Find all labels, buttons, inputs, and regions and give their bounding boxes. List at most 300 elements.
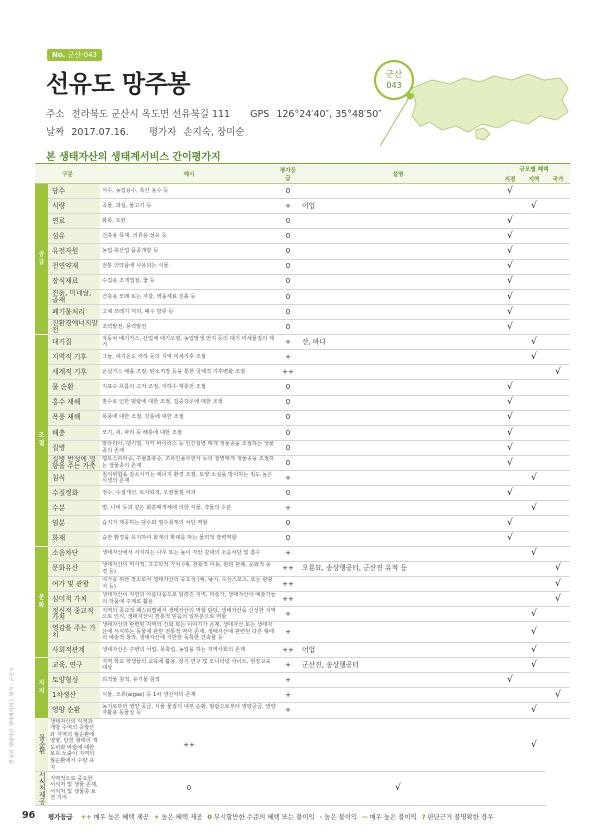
service-example: 습지가 제공하는 담수와 염수침투의 차단 역할 xyxy=(100,516,278,531)
service-name: 여가 및 관광 xyxy=(48,576,100,591)
check-icon: √ xyxy=(531,351,537,362)
check-icon: √ xyxy=(507,246,513,257)
check-icon: √ xyxy=(507,291,513,302)
table-row xyxy=(35,531,570,546)
local-mark xyxy=(498,259,522,274)
service-example: 건축용 목재, 의류용 섬유 등 xyxy=(100,229,278,244)
service-desc xyxy=(298,380,498,395)
surveyor-value: 손지숙, 장미순 xyxy=(183,127,245,138)
service-grade: + xyxy=(278,673,298,688)
legend-item xyxy=(320,813,358,821)
regional-mark xyxy=(498,772,522,806)
regional-mark xyxy=(522,244,546,259)
regional-mark xyxy=(522,688,546,703)
service-grade: + xyxy=(278,546,298,561)
national-mark xyxy=(546,471,570,486)
check-icon: √ xyxy=(507,185,513,196)
legend-text: 무시할만한 수준의 혜택 또는 불이익 xyxy=(213,813,315,821)
table-row xyxy=(35,395,570,410)
table-row xyxy=(35,591,570,606)
local-mark xyxy=(498,274,522,289)
check-icon: √ xyxy=(555,367,561,378)
national-mark xyxy=(546,335,570,350)
local-mark xyxy=(498,607,522,622)
service-example: 지역의 종교적 페스티벌에서 생태자산의 역할 담당, 생태자산을 신성한 지역으로 인식, 생태자산이 전통적 믿음의 일부분으로 역할 xyxy=(100,607,278,622)
check-icon: √ xyxy=(507,442,513,453)
legend-text: 매우 높은 불이익 xyxy=(369,813,417,821)
service-grade: 0 xyxy=(278,319,298,334)
header-desc: 설명 xyxy=(298,164,498,184)
service-example: 식수, 농업용수, 축산 용수 등 xyxy=(100,184,278,199)
regional-mark xyxy=(522,591,546,606)
legend-symbol: -- xyxy=(362,813,368,821)
local-mark xyxy=(298,718,498,772)
service-example: 생태자산이 자연의 아름다움으로 알려진 지역, 미술가, 생태자산이 예술가들의 작품에 주제로 활용 xyxy=(100,591,278,606)
service-example: 지역 학교 학생들의 교육에 활용, 장기 연구 및 모니터링 사이트, 현장교육 대상 xyxy=(100,658,278,673)
service-name: 사회적관계 xyxy=(48,642,100,657)
service-example: 렙토스피라증, 주혈흡충증, 조류인플루엔자 등의 질병매개 생물종을 조절하는 생물종의 존재 xyxy=(100,455,278,470)
service-name: 해충 xyxy=(48,425,100,440)
check-icon: √ xyxy=(531,659,537,670)
national-mark xyxy=(546,658,570,673)
header-local: 지점 xyxy=(504,176,516,183)
date-line xyxy=(46,124,245,138)
legend-symbol: ++ xyxy=(80,813,92,821)
national-mark xyxy=(546,274,570,289)
service-example: 온실가스 배출 조절: 탄소저장 등을 통한 국제적 기후변화 조절 xyxy=(100,365,278,380)
service-example: 말라리아, 뎅기열, 지카 바이러스 등 인간질병 매개 생물종을 조절하는 생물종의 존재 xyxy=(100,440,278,455)
national-mark xyxy=(546,410,570,425)
check-icon: √ xyxy=(555,578,561,589)
regional-mark xyxy=(522,673,546,688)
service-grade: + xyxy=(278,335,298,350)
service-desc xyxy=(298,274,498,289)
table-row xyxy=(35,622,570,643)
service-example: 지역적으로 중요한 서식처 및 생물 존재, 서식처 및 생물종 보전 기여 xyxy=(48,772,100,806)
check-icon: √ xyxy=(507,457,513,468)
service-name: 수분 xyxy=(48,501,100,516)
service-name: 문화유산 xyxy=(48,561,100,576)
map-pointer-line xyxy=(380,96,410,146)
service-grade: ++ xyxy=(100,718,278,772)
service-name: 물 순환 xyxy=(48,380,100,395)
map-land-main xyxy=(412,74,568,132)
national-mark xyxy=(546,380,570,395)
service-name: 영양 순환 xyxy=(48,703,100,718)
map-land-island xyxy=(476,128,490,140)
header-example: 예시 xyxy=(100,164,278,184)
service-desc: 오룡묘, 송상행공터, 군산진 유적 등 xyxy=(298,561,498,576)
service-grade: 0 xyxy=(278,486,298,501)
table-row xyxy=(35,703,570,718)
legend-text: 매우 높은 혜택 제공 xyxy=(93,813,149,821)
service-grade: 0 xyxy=(278,410,298,425)
ecosystem-service-table xyxy=(35,163,570,806)
legend-symbol: ? xyxy=(421,813,426,821)
check-icon: √ xyxy=(507,215,513,226)
service-grade: 0 xyxy=(278,380,298,395)
local-mark xyxy=(498,199,522,214)
service-grade: 0 xyxy=(278,229,298,244)
check-icon: √ xyxy=(507,533,513,544)
table-row xyxy=(35,304,570,319)
legend-title: 평가등급 xyxy=(48,813,73,821)
table-row xyxy=(35,486,570,501)
address-label: 주소 xyxy=(46,109,65,120)
service-example: 식물, 조류(algae) 등 1차 생산자의 존재 xyxy=(100,688,278,703)
table-row xyxy=(35,350,570,365)
regional-mark xyxy=(522,658,546,673)
local-mark xyxy=(498,335,522,350)
service-desc: 어업 xyxy=(298,199,498,214)
service-grade: + xyxy=(278,703,298,718)
date-label: 날짜 xyxy=(46,127,65,138)
local-mark xyxy=(498,658,522,673)
service-name: 심미적 가치 xyxy=(48,591,100,606)
national-mark xyxy=(546,259,570,274)
local-mark xyxy=(498,531,522,546)
regional-mark xyxy=(522,289,546,304)
table-row xyxy=(35,471,570,486)
service-grade: + xyxy=(278,622,298,643)
national-mark xyxy=(546,304,570,319)
service-desc xyxy=(298,440,498,455)
national-mark xyxy=(546,455,570,470)
service-desc xyxy=(298,703,498,718)
legend-item xyxy=(422,813,494,821)
regional-mark xyxy=(522,214,546,229)
national-mark xyxy=(546,425,570,440)
service-grade: ++ xyxy=(278,365,298,380)
service-name: 수질정화 xyxy=(48,486,100,501)
table-row xyxy=(35,516,570,531)
check-icon: √ xyxy=(531,705,537,716)
service-name: 영감을 주는 가치 xyxy=(48,622,100,643)
check-icon: √ xyxy=(531,626,537,637)
location-map xyxy=(372,58,572,148)
service-grade: 0 xyxy=(278,274,298,289)
service-name: 염분 xyxy=(48,516,100,531)
service-example: 퇴적물 침적, 유기물 침적 xyxy=(100,673,278,688)
national-mark xyxy=(522,718,546,772)
service-desc xyxy=(298,304,498,319)
table-row xyxy=(35,561,570,576)
check-icon: √ xyxy=(555,690,561,701)
local-mark xyxy=(298,772,498,806)
service-name: 장식재료 xyxy=(48,274,100,289)
service-desc xyxy=(278,772,298,806)
service-name: 침식 xyxy=(48,471,100,486)
service-desc xyxy=(298,350,498,365)
table-row xyxy=(35,425,570,440)
service-desc xyxy=(298,501,498,516)
badge-prefix: No. xyxy=(52,51,66,59)
check-icon: √ xyxy=(507,487,513,498)
service-example: 생태자산은 주변의 어업, 목축업, 농업을 하는 지역사회의 존재 xyxy=(100,642,278,657)
service-name: 친환경에너지발전 xyxy=(48,319,100,334)
service-grade: 0 xyxy=(278,531,298,546)
table-row xyxy=(35,214,570,229)
local-mark xyxy=(498,471,522,486)
service-example: 생태자산의 식생과 개방 수역의 증발산과 지역의 월순환에 영향, 단헌 형태의 개도피와 바람에 대한 보호 노출이 지역의 월순환에서 수량 유지 xyxy=(48,718,100,772)
check-icon: √ xyxy=(531,336,537,347)
surveyor-label: 평가자 xyxy=(148,127,177,138)
service-example: 곡물, 과실, 물고기 등 xyxy=(100,199,278,214)
check-icon: √ xyxy=(507,261,513,272)
service-name: 정신적 종교적 가치 xyxy=(48,607,100,622)
service-desc xyxy=(298,486,498,501)
check-icon: √ xyxy=(531,644,537,655)
service-desc xyxy=(298,455,498,470)
table-row xyxy=(35,501,570,516)
service-grade: 0 xyxy=(278,289,298,304)
header-scale xyxy=(498,164,570,184)
local-mark xyxy=(498,688,522,703)
service-grade: 0 xyxy=(278,184,298,199)
local-mark xyxy=(498,319,522,334)
service-example: 농지로부터 영양 공급, 식물 물질의 내부 순환, 범람으로부터 영양공급, 영양 자활용 동물상 등 xyxy=(100,703,278,718)
category-label: 공급 xyxy=(38,251,45,267)
local-mark xyxy=(498,516,522,531)
service-name: 유전자원 xyxy=(48,244,100,259)
service-grade: + xyxy=(278,658,298,673)
national-mark xyxy=(546,516,570,531)
service-grade: 0 xyxy=(278,516,298,531)
table-row xyxy=(35,244,570,259)
local-mark xyxy=(498,425,522,440)
local-mark xyxy=(498,455,522,470)
table-row xyxy=(35,335,570,350)
local-mark xyxy=(498,576,522,591)
national-mark xyxy=(546,350,570,365)
local-mark xyxy=(498,501,522,516)
service-name: 천연약재 xyxy=(48,259,100,274)
table-row xyxy=(35,455,570,470)
service-example: 수집용 조개껍질, 꽃 등 xyxy=(100,274,278,289)
legend-text: 높은 혜택 제공 xyxy=(161,813,203,821)
service-desc xyxy=(298,395,498,410)
legend-item xyxy=(362,813,417,821)
service-desc xyxy=(298,471,498,486)
check-icon: √ xyxy=(507,427,513,438)
regional-mark xyxy=(522,642,546,657)
table-body xyxy=(35,184,570,806)
map-number-label: 043 xyxy=(386,81,402,90)
service-desc xyxy=(298,516,498,531)
legend-item xyxy=(81,813,149,821)
check-icon: √ xyxy=(507,276,513,287)
service-grade: + xyxy=(278,350,298,365)
service-example: 침식위험을 감소시키는 에너지 환경 조절, 토양 소실을 방어하는 일도 높은 식생의 존재 xyxy=(100,471,278,486)
national-mark xyxy=(546,531,570,546)
check-icon: √ xyxy=(507,382,513,393)
table-row xyxy=(35,184,570,199)
service-desc xyxy=(298,546,498,561)
page-title: 선유도 망주봉 xyxy=(46,70,190,98)
table-row xyxy=(35,546,570,561)
table-row xyxy=(35,718,570,772)
table-row xyxy=(35,440,570,455)
check-icon: √ xyxy=(555,563,561,574)
service-example: 생태자산과 관련된 지역의 신화 또는 이야기가 존재, 생태자산 또는 생태자산에 서식하는 동물에 관한 전통적 역사 존재, 생태자산에 관련된 다른 형태의 예술적 창작, 생태자산에 기반한 독특한 건축물 등 xyxy=(100,622,278,643)
service-desc xyxy=(298,425,498,440)
badge-code: 군산-043 xyxy=(67,51,97,59)
page-number: 96 xyxy=(22,810,36,821)
service-example: 건축용 모래 또는 자갈, 벽돌재료 진흙 등 xyxy=(100,289,278,304)
local-mark xyxy=(498,546,522,561)
service-grade: ++ xyxy=(278,561,298,576)
legend-text: 높은 불이익 xyxy=(324,813,358,821)
service-example: 화목, 토탄 xyxy=(100,214,278,229)
service-desc: 어업 xyxy=(298,642,498,657)
check-icon: √ xyxy=(531,200,537,211)
service-grade: + xyxy=(278,471,298,486)
national-mark xyxy=(546,501,570,516)
service-name: 세계적 기후 xyxy=(48,365,100,380)
service-example: 그늘, 대기온도 저하 등의 지역 미세기후 조절 xyxy=(100,350,278,365)
national-mark xyxy=(546,546,570,561)
service-desc xyxy=(298,214,498,229)
service-name: 홍수 재해 xyxy=(48,395,100,410)
section-title: 본 생태자산의 생태계서비스 간이평가지 xyxy=(46,152,221,163)
address-line xyxy=(46,106,382,120)
page-footer xyxy=(0,807,593,827)
service-name: 토양형성 xyxy=(48,673,100,688)
gps-label: GPS xyxy=(250,109,270,120)
check-icon: √ xyxy=(507,674,513,685)
local-mark xyxy=(498,703,522,718)
regional-mark xyxy=(522,365,546,380)
local-mark xyxy=(498,591,522,606)
regional-mark xyxy=(522,184,546,199)
regional-mark xyxy=(522,380,546,395)
table-row xyxy=(35,229,570,244)
national-mark xyxy=(546,289,570,304)
regional-mark xyxy=(522,319,546,334)
service-grade: 0 xyxy=(278,425,298,440)
legend-symbol: - xyxy=(319,813,323,821)
check-icon: √ xyxy=(507,321,513,332)
national-mark xyxy=(546,688,570,703)
service-grade: 0 xyxy=(278,304,298,319)
regional-mark xyxy=(522,486,546,501)
map-region-label: 군산 xyxy=(385,70,403,80)
service-example: 생태자산의 역사적, 고고학적 가치 (예, 전통적 이용, 관리 관례, 문화적 풍경 등) xyxy=(100,561,278,576)
national-mark xyxy=(546,440,570,455)
local-mark xyxy=(498,673,522,688)
service-name: 진흙, 미네랄, 골재 xyxy=(48,289,100,304)
service-desc xyxy=(298,607,498,622)
service-example: 조력발전, 풍력발전 xyxy=(100,319,278,334)
service-example: 홍수로 인한 범람에 대한 조절, 집중강우에 대한 조절 xyxy=(100,395,278,410)
service-example: 습한 환경을 유지하여 화재의 확대를 막는 물리적 장벽역할 xyxy=(100,531,278,546)
site-badge xyxy=(47,49,102,61)
service-grade: 0 xyxy=(278,244,298,259)
service-desc xyxy=(298,229,498,244)
national-mark xyxy=(546,703,570,718)
service-desc xyxy=(298,688,498,703)
local-mark xyxy=(498,229,522,244)
regional-mark xyxy=(522,576,546,591)
service-example: 정수, 수질개선, 토사퇴적, 오염물질 여과 xyxy=(100,486,278,501)
service-desc xyxy=(298,259,498,274)
service-grade: ++ xyxy=(278,591,298,606)
table-row xyxy=(35,259,570,274)
check-icon: √ xyxy=(507,518,513,529)
service-grade: ++ xyxy=(278,576,298,591)
service-example: 지표수 흐름의 고저 조절, 지하수 재충전 조절 xyxy=(100,380,278,395)
table-row xyxy=(35,410,570,425)
service-name: 물 순환 xyxy=(35,718,48,772)
address-value: 전라북도 군산시 옥도면 선유북길 111 xyxy=(71,109,231,120)
local-mark xyxy=(498,642,522,657)
service-desc xyxy=(298,591,498,606)
national-mark xyxy=(546,244,570,259)
service-name: 소음차단 xyxy=(48,546,100,561)
check-icon: √ xyxy=(507,231,513,242)
local-mark xyxy=(498,350,522,365)
table-row xyxy=(35,289,570,304)
table-row xyxy=(35,673,570,688)
regional-mark xyxy=(498,718,522,772)
check-icon: √ xyxy=(555,593,561,604)
service-name: 대기질 xyxy=(48,335,100,350)
map-region-marker xyxy=(375,61,413,99)
service-grade: 0 xyxy=(278,395,298,410)
service-desc: 군산진, 송상행공터 xyxy=(298,658,498,673)
service-desc xyxy=(298,289,498,304)
header-grade: 평가등급 xyxy=(278,164,298,184)
table-row xyxy=(35,642,570,657)
service-name: 화재 xyxy=(48,531,100,546)
service-name: 폐기물처리 xyxy=(48,304,100,319)
legend-item xyxy=(207,813,314,821)
national-mark xyxy=(546,591,570,606)
legend-item xyxy=(154,813,202,821)
date-value: 2017.07.16. xyxy=(71,127,129,138)
category-label: 지지 xyxy=(38,679,45,695)
service-name: 담수 xyxy=(48,184,100,199)
service-grade: 0 xyxy=(100,772,278,806)
service-example: 생태자산에서 서식하는 나무 또는 높이 자란 갈대의 소음차단 및 흡수 xyxy=(100,546,278,561)
service-name: 1차생산 xyxy=(48,688,100,703)
national-mark xyxy=(546,607,570,622)
national-mark xyxy=(546,576,570,591)
table-row xyxy=(35,199,570,214)
service-example: 고체 쓰레기 처리, 폐수 방류 등 xyxy=(100,304,278,319)
national-mark xyxy=(546,319,570,334)
local-mark xyxy=(498,486,522,501)
regional-mark xyxy=(522,516,546,531)
regional-mark xyxy=(522,229,546,244)
check-icon: √ xyxy=(531,503,537,514)
local-mark xyxy=(498,561,522,576)
regional-mark xyxy=(522,471,546,486)
service-desc xyxy=(298,184,498,199)
service-example: 여가를 위한 장소로서 생태자산의 중요성 (예, 낚시, 수상스포츠, 또는 관광지 등) xyxy=(100,576,278,591)
service-grade: 0 xyxy=(278,259,298,274)
service-desc xyxy=(298,244,498,259)
table-row xyxy=(35,274,570,289)
local-mark xyxy=(498,244,522,259)
regional-mark xyxy=(522,531,546,546)
check-icon: √ xyxy=(531,739,537,750)
category-label: 조절 xyxy=(38,432,45,448)
page-spine xyxy=(2,640,16,800)
service-example: 폭풍에 대한 조절, 강풍에 대한 조절 xyxy=(100,410,278,425)
service-example: 자동차 배기가스, 산업체 대기오염, 농업말생 먼지 등의 대기 미세물질의 제거 xyxy=(100,335,278,350)
category-cell xyxy=(35,658,48,718)
